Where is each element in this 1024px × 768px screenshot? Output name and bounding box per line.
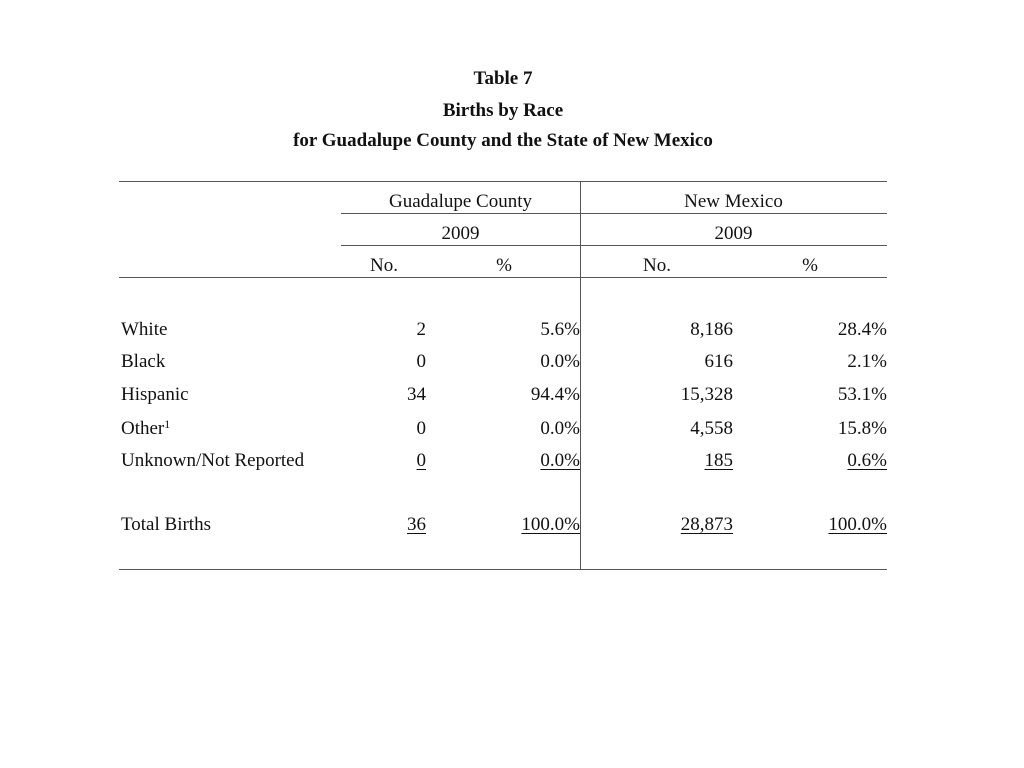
state-percent: 28.4%	[837, 319, 887, 340]
county-count: 0	[416, 418, 426, 439]
total-county-count: 36	[407, 514, 426, 535]
total-county-percent: 100.0%	[521, 514, 580, 535]
state-count: 4,558	[690, 418, 733, 439]
state-count: 185	[704, 450, 733, 471]
county-percent: 0.0%	[540, 418, 580, 439]
total-state-percent: 100.0%	[828, 514, 887, 535]
county-count: 2	[416, 319, 426, 340]
table-subtitle: for Guadalupe County and the State of New Mexico	[293, 130, 713, 151]
total-state-count: 28,873	[680, 514, 733, 535]
row-label: White	[121, 319, 168, 340]
year-header-state: 2009	[714, 223, 753, 244]
table-number: Table 7	[473, 68, 533, 89]
county-count: 34	[407, 384, 426, 405]
county-count: 0	[416, 450, 426, 471]
county-percent: 94.4%	[530, 384, 580, 405]
col-header-state-no: No.	[643, 255, 671, 276]
state-percent: 53.1%	[837, 384, 887, 405]
col-header-state-pct: %	[802, 255, 818, 276]
row-label: Unknown/Not Reported	[121, 450, 305, 471]
row-label: Hispanic	[121, 384, 189, 405]
state-percent: 15.8%	[837, 418, 887, 439]
col-header-county-no: No.	[370, 255, 398, 276]
state-count: 616	[704, 351, 733, 372]
row-label: Other$^1$	[121, 417, 171, 439]
group-header-state: New Mexico	[684, 191, 783, 212]
col-header-county-pct: %	[496, 255, 512, 276]
row-label: Black	[121, 351, 166, 372]
state-count: 8,186	[690, 319, 733, 340]
year-rule	[341, 245, 887, 246]
bottom-rule	[119, 569, 887, 570]
state-count: 15,328	[680, 384, 733, 405]
state-percent: 0.6%	[847, 450, 887, 471]
group-rule	[341, 213, 887, 214]
county-percent: 0.0%	[540, 351, 580, 372]
footnote-marker: 1	[164, 417, 171, 431]
state-percent: 2.1%	[847, 351, 887, 372]
top-rule	[119, 181, 887, 182]
group-header-county: Guadalupe County	[388, 191, 532, 212]
county-percent: 5.6%	[540, 319, 580, 340]
table-title: Births by Race	[442, 100, 564, 121]
county-percent: 0.0%	[540, 450, 580, 471]
header-bottom-rule	[119, 277, 887, 278]
year-header-county: 2009	[441, 223, 480, 244]
total-label: Total Births	[121, 514, 211, 535]
county-count: 0	[416, 351, 426, 372]
